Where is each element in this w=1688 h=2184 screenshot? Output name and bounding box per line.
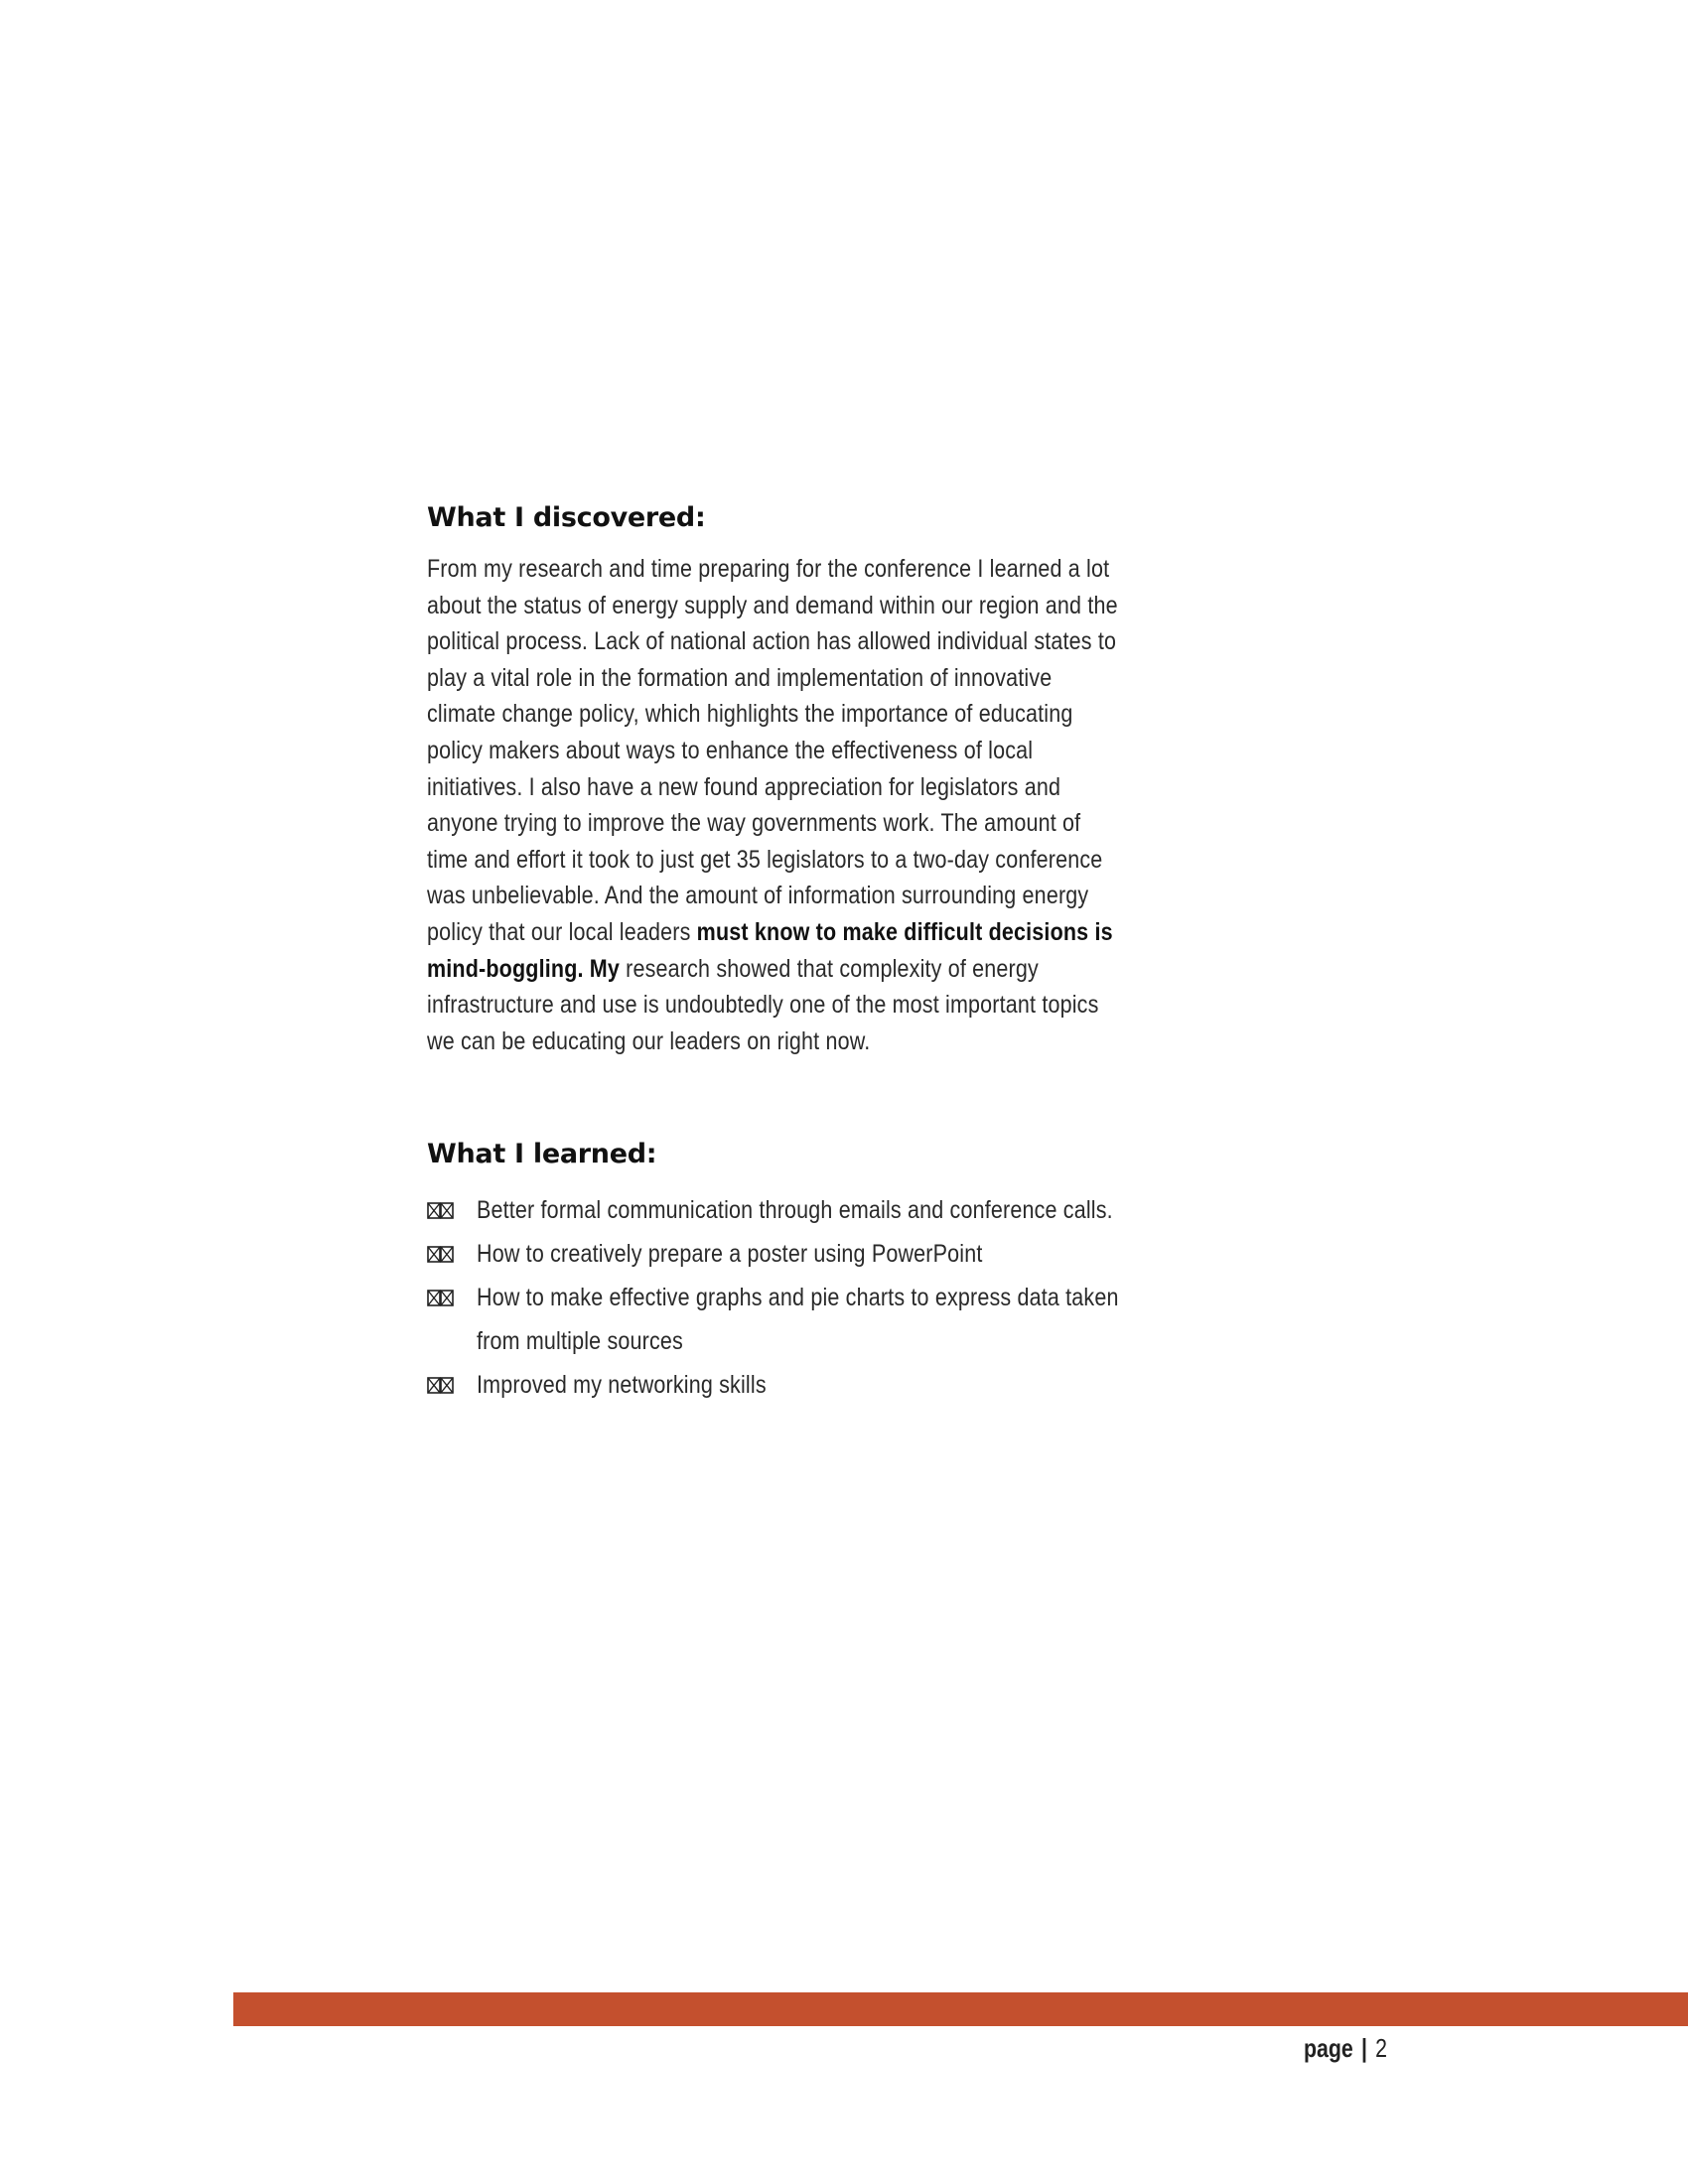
page-number-label (1304, 2033, 1387, 2064)
list-item-text: How to creatively prepare a poster using PowerPoint (477, 1240, 983, 1269)
page-content (427, 494, 1122, 1407)
paragraph-text-part-2: research showed that complexity of energy infrastructure and use is undoubtedly one of the most important topics we can be educating our leaders on right now. (427, 954, 1099, 1055)
discovered-paragraph (427, 551, 1119, 1059)
footer-accent-bar (233, 1992, 1688, 2026)
boxed-x-icon (427, 1377, 455, 1394)
boxed-x-icon (427, 1246, 455, 1263)
page-number: 2 (1375, 2033, 1387, 2063)
list-item-text: Improved my networking skills (477, 1371, 767, 1400)
list-item (427, 1363, 1122, 1407)
list-item-text: How to make effective graphs and pie charts to express data taken from multiple sources (477, 1284, 1119, 1356)
page-word: page (1304, 2033, 1353, 2063)
page-separator: | (1360, 2033, 1367, 2063)
list-item (427, 1276, 1122, 1363)
paragraph-text-part-1: From my research and time preparing for the conference I learned a lot about the status of energy supply and demand within our region and the political process. Lack of national action has allowed individual states to play a vital role in the formation and implementation of innovative climate change policy, which highlights the importance of educating policy makers about ways to enhance the effectiveness of local initiatives. I also have a new found appreciation for legislators and anyone trying to improve the way governments work. The amount of time and effort it took to just get 35 legislators to a two-day conference was unbelievable. And the amount of information surrounding energy policy that our local leaders (427, 555, 1118, 946)
list-item (427, 1232, 1122, 1276)
paragraph-emphasis: must know to make difficult decisions is mind-boggling. My (427, 917, 1113, 983)
learned-list (427, 1188, 1122, 1407)
boxed-x-icon (427, 1290, 455, 1306)
list-item-text: Better formal communication through emails and conference calls. (477, 1196, 1113, 1225)
learned-heading: What I learned: (427, 1139, 657, 1170)
discovered-heading: What I discovered: (427, 502, 706, 533)
list-item (427, 1188, 1122, 1232)
boxed-x-icon (427, 1202, 455, 1219)
